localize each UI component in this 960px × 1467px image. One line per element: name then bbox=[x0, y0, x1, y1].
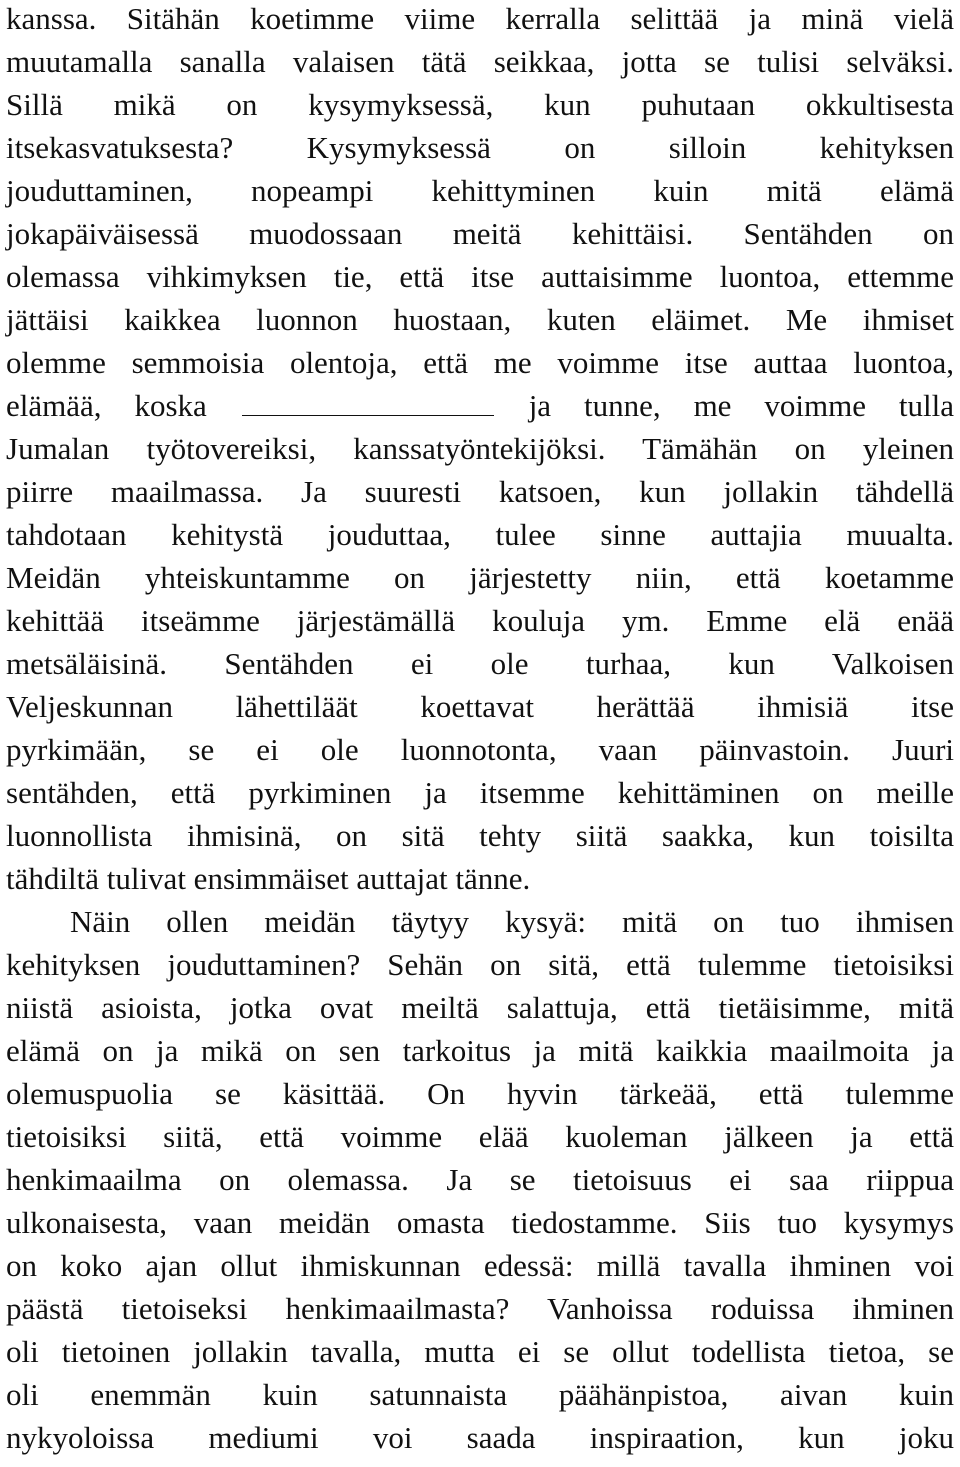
text-line: kanssa. Sitähän koetimme viime kerralla selittää ja minä vielä bbox=[6, 1, 954, 36]
text-line: nykyoloissa mediumi voi saada inspiraation, kun joku bbox=[6, 1420, 954, 1455]
text-line: tahdotaan kehitystä jouduttaa, tulee sinne auttajia muualta. bbox=[6, 517, 954, 552]
text-line-with-blank bbox=[6, 386, 954, 426]
text-line: Veljeskunnan lähettiläät koettavat herättää ihmisiä itse bbox=[6, 689, 954, 724]
text-line: luonnollista ihmisinä, on sitä tehty siitä saakka, kun toisilta bbox=[6, 818, 954, 853]
text-line: pyrkimään, se ei ole luonnotonta, vaan päinvastoin. Juuri bbox=[6, 732, 954, 767]
text-line: metsäläisinä. Sentähden ei ole turhaa, kun Valkoisen bbox=[6, 646, 954, 681]
text-line: jouduttaminen, nopeampi kehittyminen kuin mitä elämä bbox=[6, 173, 954, 208]
text-line: olemme semmoisia olentoja, että me voimme itse auttaa luontoa, bbox=[6, 345, 954, 380]
text-line: olemuspuolia se käsittää. On hyvin tärkeää, että tulemme bbox=[6, 1076, 954, 1111]
fill-in-blank bbox=[242, 391, 494, 416]
text-line: piirre maailmassa. Ja suuresti katsoen, kun jollakin tähdellä bbox=[6, 474, 954, 509]
text-before-blank: elämää, koska bbox=[6, 388, 207, 423]
text-line: muutamalla sanalla valaisen tätä seikkaa, jotta se tulisi selväksi. bbox=[6, 44, 954, 79]
text-line: tietoisiksi siitä, että voimme elää kuoleman jälkeen ja että bbox=[6, 1119, 954, 1154]
text-line: olemassa vihkimyksen tie, että itse auttaisimme luontoa, ettemme bbox=[6, 259, 954, 294]
text-line: itsekasvatuksesta? Kysymyksessä on silloin kehityksen bbox=[6, 130, 954, 165]
paragraph-end-line: tähdiltä tulivat ensimmäiset auttajat tänne. bbox=[6, 861, 531, 896]
text-line: sentähden, että pyrkiminen ja itsemme kehittäminen on meille bbox=[6, 775, 954, 810]
text-line: ulkonaisesta, vaan meidän omasta tiedostamme. Siis tuo kysymys bbox=[6, 1205, 954, 1240]
text-line: kehityksen jouduttaminen? Sehän on sitä, että tulemme tietoisiksi bbox=[6, 947, 954, 982]
text-after-blank: ja tunne, me voimme tulla bbox=[528, 388, 955, 423]
paragraph-first-line: Näin ollen meidän täytyy kysyä: mitä on tuo ihmisen bbox=[70, 904, 954, 939]
text-line: oli enemmän kuin satunnaista päähänpistoa, aivan kuin bbox=[6, 1377, 954, 1412]
text-line: Jumalan työtovereiksi, kanssatyöntekijöksi. Tämähän on yleinen bbox=[6, 431, 954, 466]
text-line: Meidän yhteiskuntamme on järjestetty niin, että koetamme bbox=[6, 560, 954, 595]
text-line: henkimaailma on olemassa. Ja se tietoisuus ei saa riippua bbox=[6, 1162, 954, 1197]
text-line: Sillä mikä on kysymyksessä, kun puhutaan okkultisesta bbox=[6, 87, 954, 122]
text-line: jokapäiväisessä muodossaan meitä kehittäisi. Sentähden on bbox=[6, 216, 954, 251]
text-line: kehittää itseämme järjestämällä kouluja ym. Emme elä enää bbox=[6, 603, 954, 638]
text-line: jättäisi kaikkea luonnon huostaan, kuten eläimet. Me ihmiset bbox=[6, 302, 954, 337]
text-line: päästä tietoiseksi henkimaailmasta? Vanhoissa roduissa ihminen bbox=[6, 1291, 954, 1326]
text-line: oli tietoinen jollakin tavalla, mutta ei se ollut todellista tietoa, se bbox=[6, 1334, 954, 1369]
text-line: niistä asioista, jotka ovat meiltä salattuja, että tietäisimme, mitä bbox=[6, 990, 954, 1025]
text-line: on koko ajan ollut ihmiskunnan edessä: millä tavalla ihminen voi bbox=[6, 1248, 954, 1283]
text-line: elämä on ja mikä on sen tarkoitus ja mitä kaikkia maailmoita ja bbox=[6, 1033, 954, 1068]
